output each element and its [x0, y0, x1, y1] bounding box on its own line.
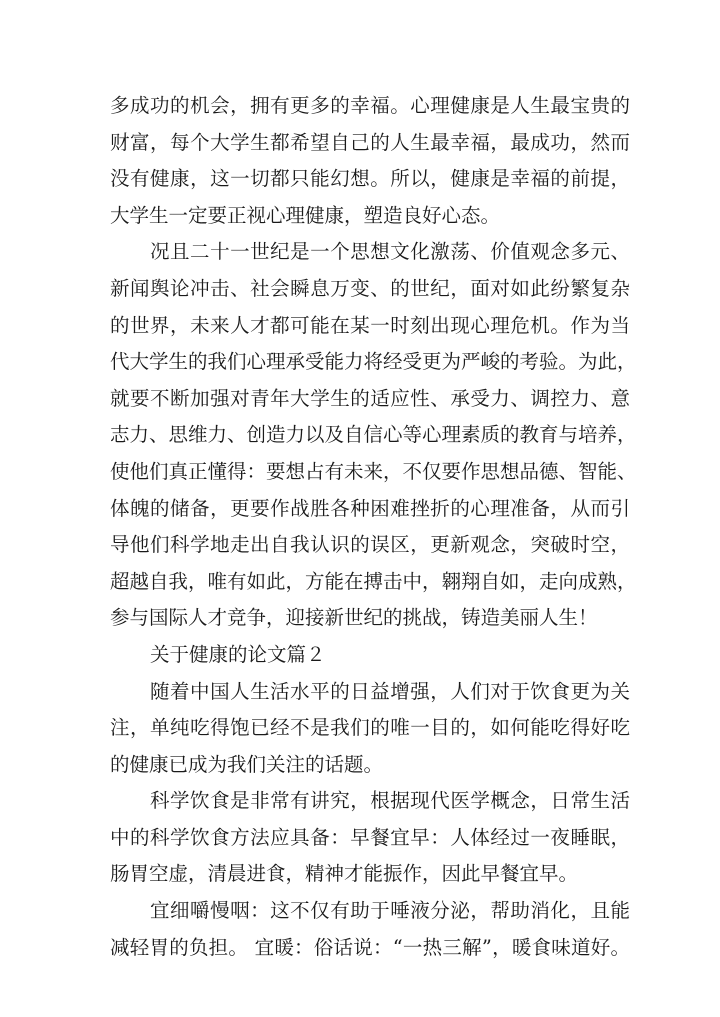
- paragraph-line: 使他们真正懂得：要想占有未来，不仅要作思想品德、智能、: [110, 459, 637, 483]
- paragraph-line: 没有健康，这一切都只能幻想。所以，健康是幸福的前提，: [110, 167, 630, 191]
- paragraph-line: 就要不断加强对青年大学生的适应性、承受力、调控力、意: [110, 386, 630, 410]
- paragraph-line: 科学饮食是非常有讲究，根据现代医学概念，日常生活: [150, 789, 630, 813]
- paragraph-line: 的世界，未来人才都可能在某一时刻出现心理危机。作为当: [110, 313, 630, 337]
- document-body: [110, 88, 637, 966]
- paragraph-line: 宜细嚼慢咽：这不仅有助于唾液分泌，帮助消化，且能: [150, 899, 630, 923]
- paragraph-line: 中的科学饮食方法应具备：早餐宜早：人体经过一夜睡眠，: [110, 825, 630, 849]
- section-heading: 关于健康的论文篇２: [150, 642, 326, 666]
- paragraph-line: 减轻胃的负担。 宜暖：俗话说：“一热三解”，暖食味道好。: [110, 935, 630, 959]
- paragraph-line: 财富，每个大学生都希望自己的人生最幸福，最成功，然而: [110, 130, 630, 154]
- paragraph-line: 导他们科学地走出自我认识的误区，更新观念，突破时空，: [110, 533, 630, 557]
- paragraph-line: 大学生一定要正视心理健康，塑造良好心态。: [110, 203, 501, 227]
- paragraph-line: 注，单纯吃得饱已经不是我们的唯一目的，如何能吃得好吃: [110, 716, 630, 740]
- paragraph-line: 新闻舆论冲击、社会瞬息万变、的世纪，面对如此纷繁复杂: [110, 276, 630, 300]
- paragraph-line: 肠胃空虚，清晨进食，精神才能振作，因此早餐宜早。: [110, 862, 579, 886]
- paragraph-line: 代大学生的我们心理承受能力将经受更为严峻的考验。为此，: [110, 350, 637, 374]
- paragraph-line: 参与国际人才竞争，迎接新世纪的挑战，铸造美丽人生！: [110, 606, 598, 630]
- paragraph-line: 体魄的储备，更要作战胜各种困难挫折的心理准备，从而引: [110, 496, 630, 520]
- paragraph-line: 况且二十一世纪是一个思想文化激荡、价值观念多元、: [150, 240, 630, 264]
- paragraph-line: 的健康已成为我们关注的话题。: [110, 752, 384, 776]
- paragraph-line: 多成功的机会，拥有更多的幸福。心理健康是人生最宝贵的: [110, 94, 630, 117]
- paragraph-line: 超越自我，唯有如此，方能在搏击中，翱翔自如，走向成熟，: [110, 569, 637, 593]
- paragraph-line: 志力、思维力、创造力以及自信心等心理素质的教育与培养，: [110, 423, 637, 447]
- paragraph-line: 随着中国人生活水平的日益增强，人们对于饮食更为关: [150, 679, 630, 703]
